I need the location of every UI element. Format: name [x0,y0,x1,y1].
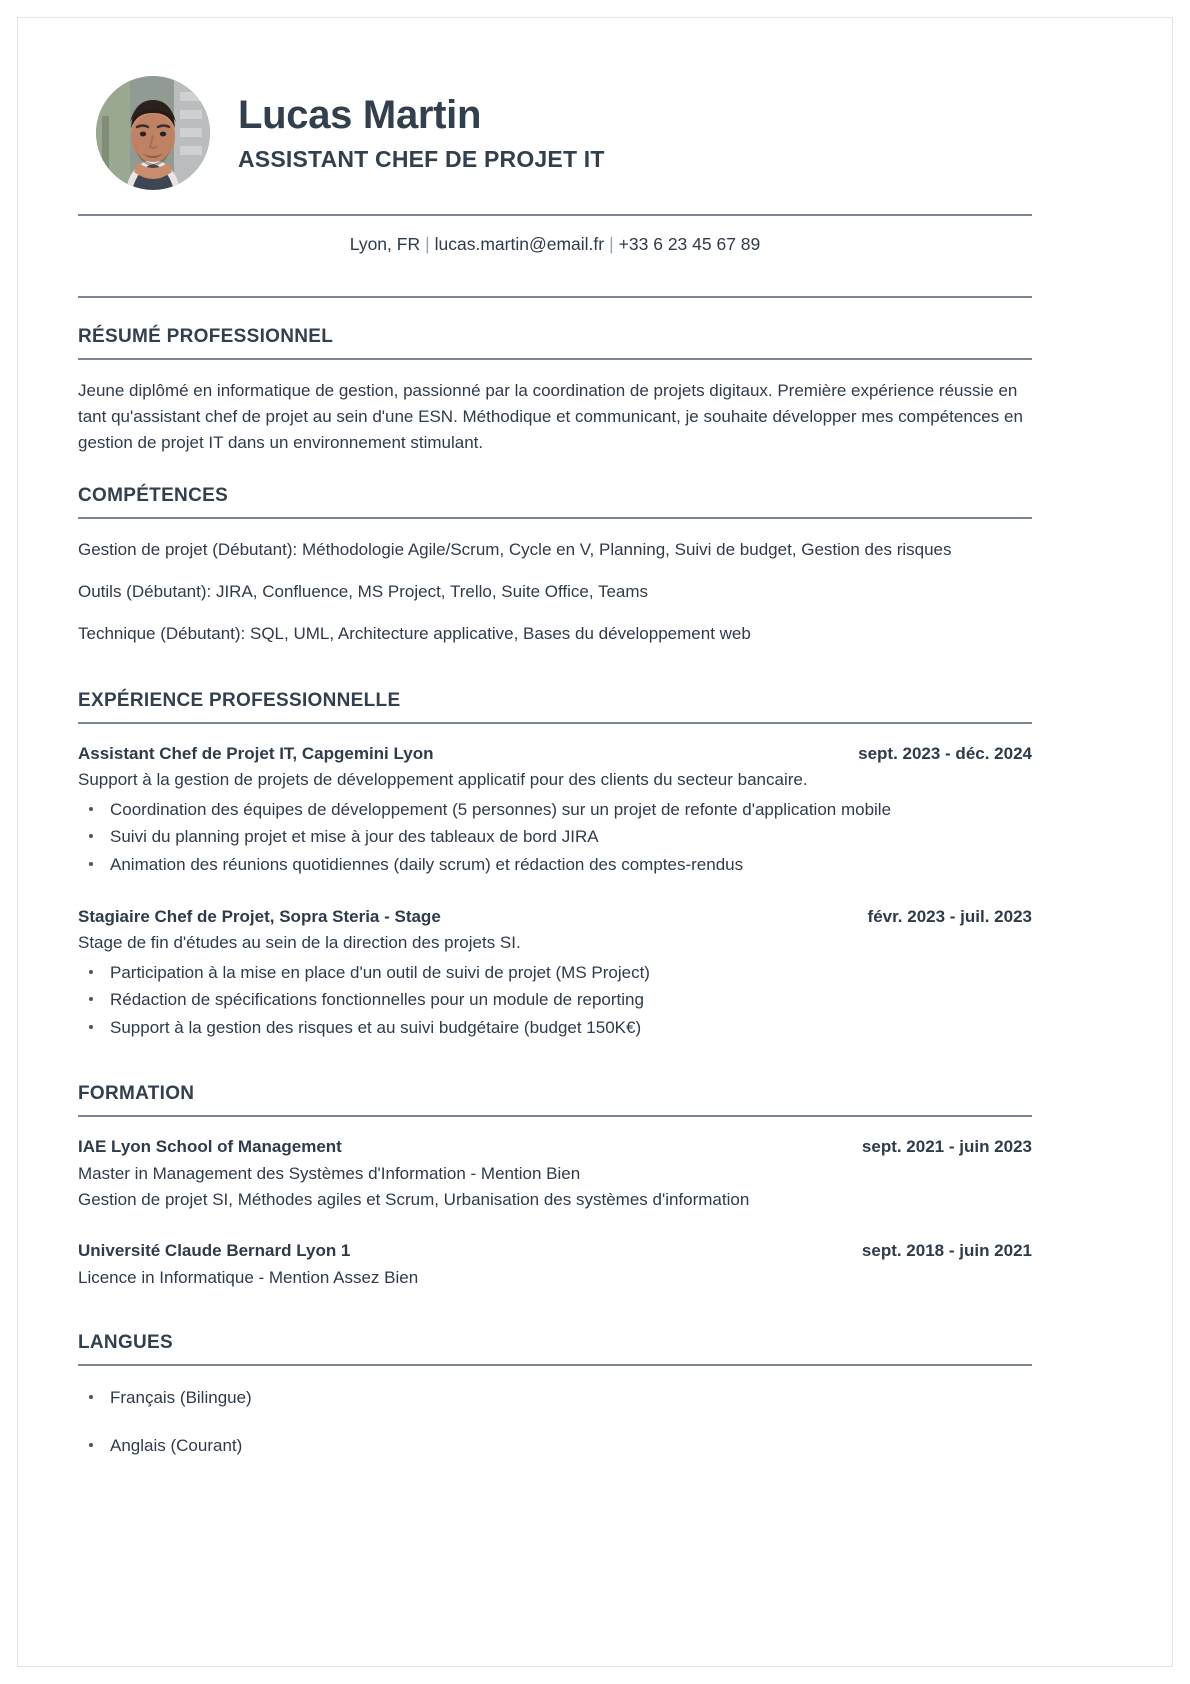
section-summary [78,326,1032,457]
experience-bullet: Support à la gestion des risques et au suivi budgétaire (budget 150K€) [78,1014,1032,1042]
language-item: Anglais (Courant) [78,1432,1032,1459]
experience-bullet-list [78,796,1032,879]
contact-separator-1: | [425,234,430,254]
skill-line: Gestion de projet (Débutant): Méthodologie Agile/Scrum, Cycle en V, Planning, Suivi de budget, Gestion des risques [78,539,952,559]
experience-description: Stage de fin d'études au sein de la direction des projets SI. [78,933,521,953]
contact-email[interactable]: lucas.martin@email.fr [434,234,605,254]
education-date-range: sept. 2021 - juin 2023 [861,1137,1032,1157]
section-rule-skills [78,517,1032,519]
experience-entry-header [78,742,1032,767]
section-experience [78,690,1032,1041]
section-title-languages: LANGUES [78,1332,173,1354]
education-degree: Master in Management des Systèmes d'Information - Mention Bien [78,1163,581,1183]
experience-entry-header [78,905,1032,930]
section-rule-education [78,1115,1032,1117]
summary-text: Jeune diplômé en informatique de gestion, passionné par la coordination de projets digitaux. Première expérience réussie en tant qu'assistant chef de projet au sein d'une ESN. Méthodique et communicant, je souhaite développer mes compétences en gestion de projet IT dans un environnement stimulant. [78,380,1023,453]
section-languages [78,1332,1032,1459]
languages-list [78,1384,1032,1459]
section-rule-summary [78,358,1032,360]
avatar [96,76,210,190]
education-coursework: Gestion de projet SI, Méthodes agiles et Scrum, Urbanisation des systèmes d'information [78,1190,750,1210]
education-school-name: Université Claude Bernard Lyon 1 [78,1240,351,1260]
experience-bullet: Suivi du planning projet et mise à jour des tableaux de bord JIRA [78,823,1032,851]
experience-entry [78,905,1032,1042]
skill-line: Outils (Débutant): JIRA, Confluence, MS Project, Trello, Suite Office, Teams [78,582,649,602]
contact-location: Lyon, FR [349,234,421,254]
education-entry [78,1239,1032,1290]
resume-content [78,76,1032,1480]
resume-header [78,76,1032,190]
education-school-name: IAE Lyon School of Management [78,1137,342,1157]
header-text-block [238,93,1032,172]
experience-bullet: Participation à la mise en place d'un outil de suivi de projet (MS Project) [78,959,1032,987]
experience-date-range: sept. 2023 - déc. 2024 [858,743,1032,763]
skill-line: Technique (Débutant): SQL, UML, Architecture applicative, Bases du développement web [78,624,751,644]
header-divider-bottom [78,296,1032,298]
contact-line [78,216,1032,272]
language-item: Français (Bilingue) [78,1384,1032,1411]
education-entry [78,1135,1032,1213]
section-skills [78,485,1032,648]
experience-entry [78,742,1032,879]
education-date-range: sept. 2018 - juin 2021 [861,1240,1032,1260]
experience-date-range: févr. 2023 - juil. 2023 [867,906,1032,926]
experience-job-title: Assistant Chef de Projet IT, Capgemini Lyon [78,743,434,763]
experience-job-title: Stagiaire Chef de Projet, Sopra Steria - Stage [78,906,441,926]
job-role-subtitle: ASSISTANT CHEF DE PROJET IT [238,146,605,173]
contact-separator-2: | [609,234,614,254]
contact-phone[interactable]: +33 6 23 45 67 89 [618,234,761,254]
resume-sheet [18,18,1172,1666]
experience-bullet-list [78,959,1032,1042]
experience-description: Support à la gestion de projets de développement applicatif pour des clients du secteur bancaire. [78,770,808,790]
section-rule-experience [78,722,1032,724]
education-entry-header [78,1135,1032,1160]
experience-bullet: Animation des réunions quotidiennes (daily scrum) et rédaction des comptes-rendus [78,851,1032,879]
education-degree: Licence in Informatique - Mention Assez Bien [78,1267,419,1287]
section-title-experience: EXPÉRIENCE PROFESSIONNELLE [78,689,401,711]
page-title: Lucas Martin [238,93,482,138]
section-title-education: FORMATION [78,1083,195,1105]
section-title-skills: COMPÉTENCES [78,484,229,506]
section-title-summary: RÉSUMÉ PROFESSIONNEL [78,325,334,347]
education-entry-header [78,1239,1032,1264]
section-rule-languages [78,1364,1032,1366]
experience-bullet: Rédaction de spécifications fonctionnelles pour un module de reporting [78,986,1032,1014]
section-education [78,1083,1032,1290]
experience-bullet: Coordination des équipes de développement (5 personnes) sur un projet de refonte d'application mobile [78,796,1032,824]
